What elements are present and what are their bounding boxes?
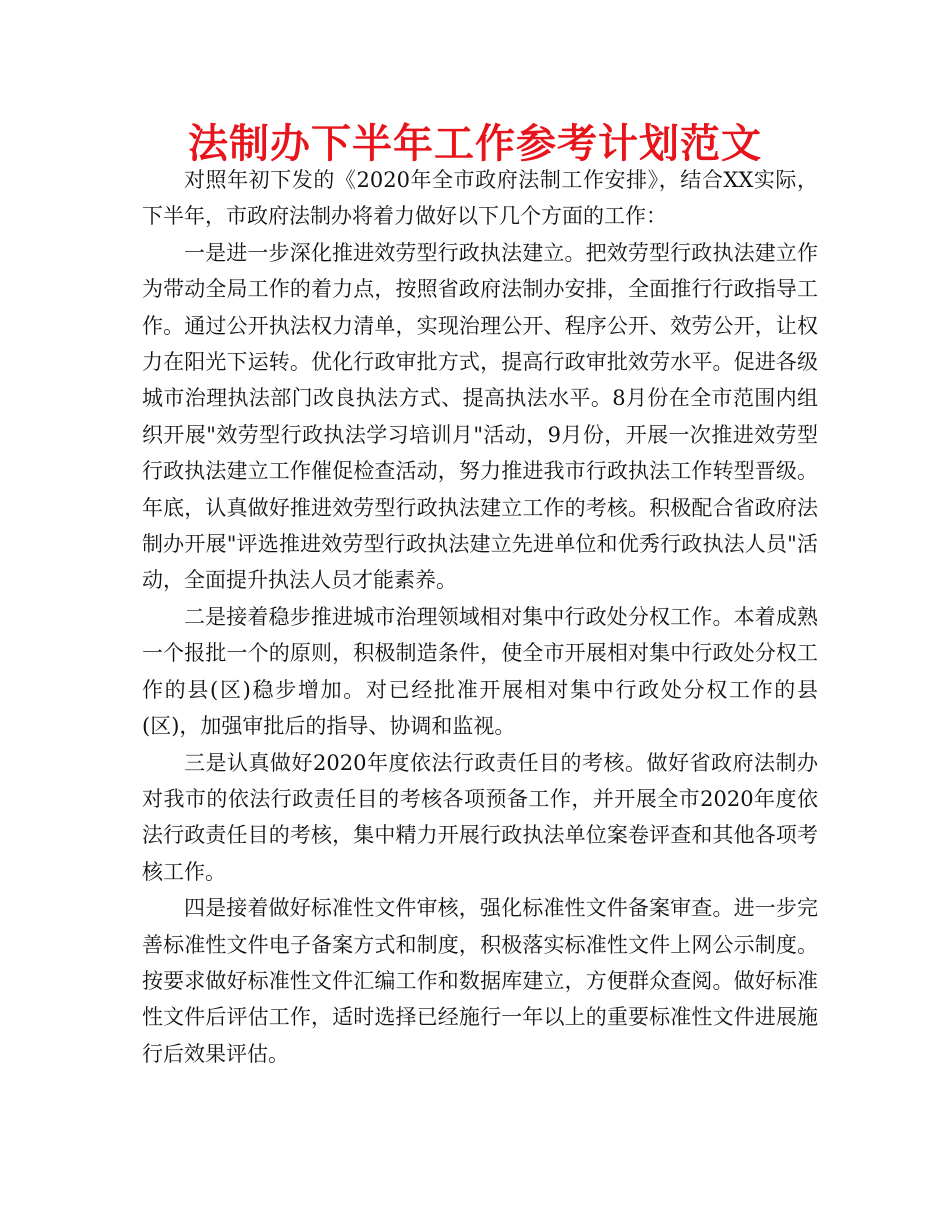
paragraph-item-2: 二是接着稳步推进城市治理领域相对集中行政处分权工作。本着成熟一个报批一个的原则，积极制造条件，使全市开展相对集中行政处分权工作的县(区)稳步增加。对已经批准开展相对集中行政处分权工作的县(区)，加强审批后的指导、协调和监视。 [142,604,818,739]
paragraph-intro: 对照年初下发的《2020年全市政府法制工作安排》，结合XX实际，下半年，市政府法制办将着力做好以下几个方面的工作： [142,168,818,229]
paragraph-item-4: 四是接着做好标准性文件审核，强化标准性文件备案审查。进一步完善标准性文件电子备案方式和制度，积极落实标准性文件上网公示制度。按要求做好标准性文件汇编工作和数据库建立，方便群众查阅。做好标准性文件后评估工作，适时选择已经施行一年以上的重要标准性文件进展施行后效果评估。 [142,896,818,1066]
document-body [142,162,818,1072]
paragraph-item-3: 三是认真做好2020年度依法行政责任目的考核。做好省政府法制办对我市的依法行政责任目的考核各项预备工作，并开展全市2020年度依法行政责任目的考核，集中精力开展行政执法单位案卷评查和其他各项考核工作。 [142,750,818,884]
document-title: 法制办下半年工作参考计划范文 [188,121,762,167]
paragraph-item-1: 一是进一步深化推进效劳型行政执法建立。把效劳型行政执法建立作为带动全局工作的着力点，按照省政府法制办安排，全面推行行政指导工作。通过公开执法权力清单，实现治理公开、程序公开、效劳公开，让权力在阳光下运转。优化行政审批方式，提高行政审批效劳水平。促进各级城市治理执法部门改良执法方式、提高执法水平。8月份在全市范围内组织开展"效劳型行政执法学习培训月"活动，9月份，开展一次推进效劳型行政执法建立工作催促检查活动，努力推进我市行政执法工作转型晋级。年底，认真做好推进效劳型行政执法建立工作的考核。积极配合省政府法制办开展"评选推进效劳型行政执法建立先进单位和优秀行政执法人员"活动，全面提升执法人员才能素养。 [142,240,818,593]
